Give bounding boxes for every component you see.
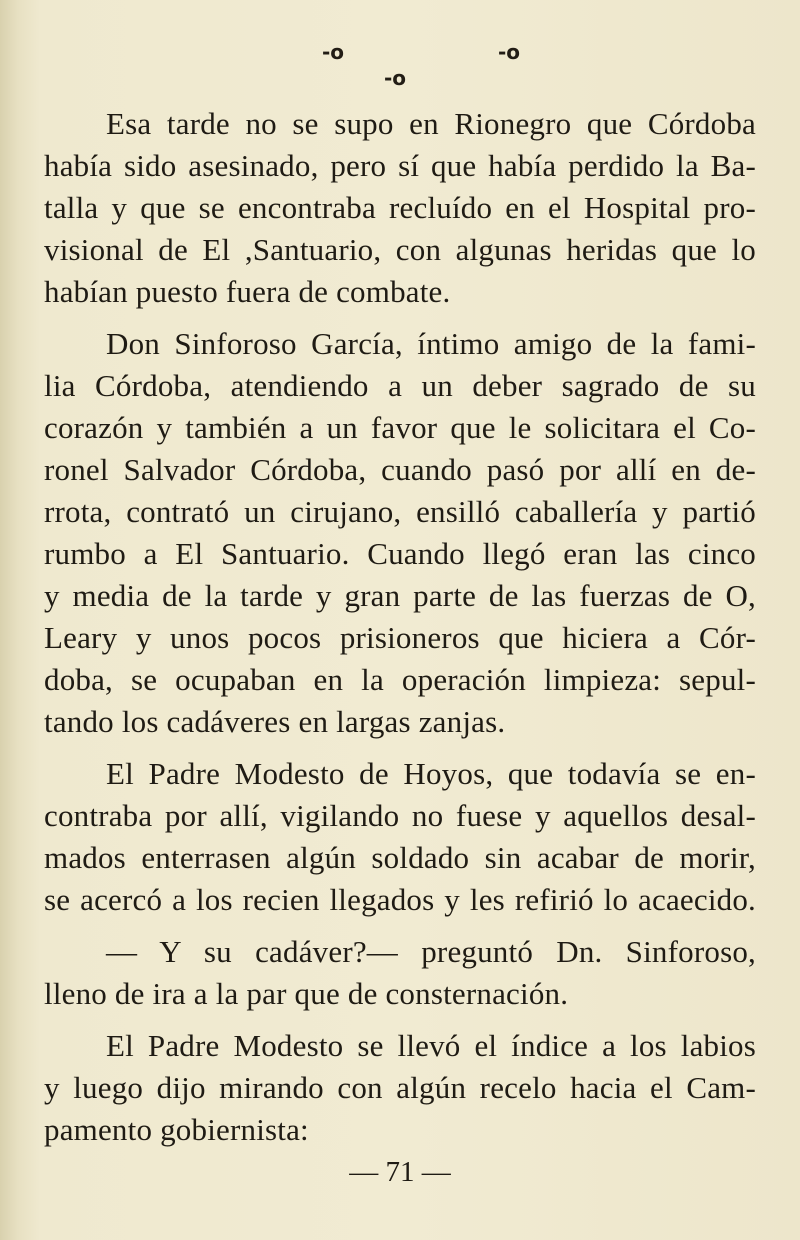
- text-line: Don Sinforoso García, íntimo amigo de la fami-: [106, 326, 756, 361]
- text-line: El Padre Modesto se llevó el índice a los labios: [106, 1028, 756, 1063]
- text-line: contraba por allí, vigilando no fuese y aquellos desal-: [44, 798, 756, 833]
- text-line: y media de la tarde y gran parte de las fuerzas de O,: [44, 578, 756, 613]
- text-line: mados enterrasen algún soldado sin acabar de morir,: [44, 840, 756, 875]
- text-line: visional de El ,Santuario, con algunas heridas que lo: [44, 232, 756, 267]
- text-line: lleno de ira a la par que de consternación.: [44, 976, 569, 1011]
- text-line: rumbo a El Santuario. Cuando llegó eran las cinco: [44, 536, 756, 571]
- ornament-top: -o -o: [322, 40, 521, 64]
- text-line: se acercó a los recien llegados y les refirió lo acaecido.: [44, 882, 756, 917]
- text-line: habían puesto fuera de combate.: [44, 274, 451, 309]
- text-line: corazón y también a un favor que le solicitara el Co-: [44, 410, 756, 445]
- text-line: Esa tarde no se supo en Rionegro que Córdoba: [106, 106, 756, 141]
- text-line: El Padre Modesto de Hoyos, que todavía se en-: [106, 756, 756, 791]
- text-line: tando los cadáveres en largas zanjas.: [44, 704, 506, 739]
- text-line: doba, se ocupaban en la operación limpieza: sepul-: [44, 662, 756, 697]
- ornament-middle: -o: [384, 66, 407, 90]
- text-line: Leary y unos pocos prisioneros que hiciera a Cór-: [44, 620, 756, 655]
- text-line: — Y su cadáver?— preguntó Dn. Sinforoso,: [106, 934, 756, 969]
- text-line: lia Córdoba, atendiendo a un deber sagrado de su: [44, 368, 756, 403]
- page-number: — 71 —: [349, 1156, 451, 1188]
- text-line: pamento gobiernista:: [44, 1112, 309, 1147]
- text-line: rrota, contrató un cirujano, ensilló caballería y partió: [44, 494, 756, 529]
- text-line: ronel Salvador Córdoba, cuando pasó por allí en de-: [44, 452, 756, 487]
- text-line: había sido asesinado, pero sí que había perdido la Ba-: [44, 148, 756, 183]
- text-line: talla y que se encontraba recluído en el Hospital pro-: [44, 190, 756, 225]
- text-line: y luego dijo mirando con algún recelo hacia el Cam-: [44, 1070, 756, 1105]
